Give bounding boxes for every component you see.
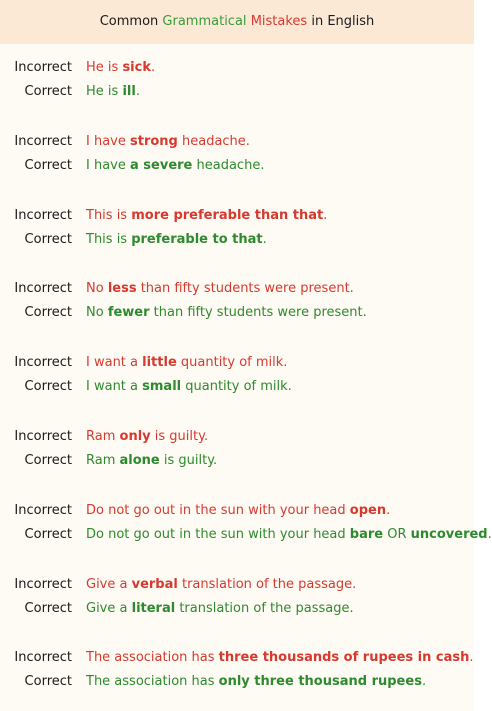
incorrect-row bbox=[0, 646, 474, 670]
sentence-text: . bbox=[469, 650, 474, 666]
incorrect-label: Incorrect bbox=[14, 502, 72, 518]
sentence-text: . bbox=[323, 207, 328, 223]
sentence-text: than fifty students were present. bbox=[149, 305, 367, 321]
sentence-text: He is bbox=[86, 84, 123, 99]
sentence-text: . bbox=[386, 502, 391, 518]
correct-label: Correct bbox=[24, 157, 72, 173]
sentence-text: No bbox=[86, 305, 108, 321]
correct-row bbox=[0, 228, 474, 252]
sentence-pair bbox=[0, 204, 474, 256]
sentence-text: quantity of milk. bbox=[176, 355, 288, 371]
highlighted-phrase: only bbox=[119, 429, 151, 444]
correct-row bbox=[0, 301, 474, 325]
title-part-mistakes: Mistakes bbox=[250, 14, 308, 29]
sentence-text: I want a bbox=[86, 379, 143, 395]
sentence-text: OR bbox=[383, 526, 411, 542]
correct-label: Correct bbox=[24, 379, 72, 395]
highlighted-phrase: fewer bbox=[107, 305, 150, 321]
sentence-pair bbox=[0, 573, 474, 625]
incorrect-sentence bbox=[86, 56, 468, 80]
incorrect-label: Incorrect bbox=[14, 207, 72, 223]
correct-row bbox=[0, 523, 492, 547]
highlighted-phrase: more preferable than that bbox=[131, 207, 324, 223]
highlighted-phrase: three thousands of rupees in cash bbox=[218, 650, 470, 666]
page-title bbox=[0, 0, 474, 44]
incorrect-row bbox=[0, 499, 474, 523]
correct-sentence bbox=[86, 375, 468, 399]
incorrect-sentence bbox=[86, 425, 468, 449]
sentence-text: . bbox=[135, 84, 140, 99]
incorrect-label: Incorrect bbox=[14, 429, 72, 444]
highlighted-phrase: sick bbox=[122, 60, 151, 75]
correct-label: Correct bbox=[24, 600, 72, 616]
sentence-text: translation of the passage. bbox=[177, 576, 357, 592]
sentence-text: . bbox=[421, 674, 427, 690]
sentence-text: than fifty students were present. bbox=[136, 281, 354, 297]
highlighted-phrase: uncovered bbox=[410, 526, 488, 542]
correct-row bbox=[0, 449, 474, 473]
incorrect-label: Incorrect bbox=[14, 281, 72, 297]
highlighted-phrase: literal bbox=[131, 600, 176, 616]
sentence-text: . bbox=[487, 526, 492, 542]
incorrect-sentence bbox=[86, 351, 468, 375]
correct-row bbox=[0, 154, 474, 178]
correct-label: Correct bbox=[24, 84, 72, 99]
title-part-common: Common bbox=[99, 14, 163, 29]
incorrect-row bbox=[0, 425, 474, 449]
sentence-text: . bbox=[262, 231, 267, 247]
sentence-text: The association has bbox=[86, 650, 219, 666]
title-part-in-english: in English bbox=[307, 14, 375, 29]
correct-sentence bbox=[86, 523, 492, 547]
sentence-text: Give a bbox=[86, 600, 132, 616]
correct-sentence bbox=[86, 670, 468, 694]
sentence-text: He is bbox=[86, 60, 123, 75]
correct-row bbox=[0, 375, 474, 399]
sentence-pair bbox=[0, 351, 474, 403]
incorrect-sentence bbox=[86, 277, 468, 301]
highlighted-phrase: less bbox=[107, 281, 137, 297]
highlighted-phrase: only three thousand rupees bbox=[218, 674, 422, 690]
sentence-pair bbox=[0, 277, 474, 329]
sentence-text: quantity of milk. bbox=[181, 379, 292, 395]
correct-label: Correct bbox=[24, 231, 72, 247]
sentence-text: Do not go out in the sun with your head bbox=[86, 526, 350, 542]
incorrect-sentence bbox=[86, 646, 474, 670]
incorrect-row bbox=[0, 56, 474, 80]
highlighted-phrase: strong bbox=[130, 133, 178, 149]
sentence-text: Ram bbox=[86, 429, 120, 444]
incorrect-sentence bbox=[86, 204, 468, 228]
incorrect-sentence bbox=[86, 573, 468, 597]
title-part-grammatical: Grammatical bbox=[162, 14, 247, 29]
sentence-text: Give a bbox=[86, 576, 132, 592]
incorrect-row bbox=[0, 204, 474, 228]
correct-sentence bbox=[86, 301, 468, 325]
incorrect-row bbox=[0, 351, 474, 375]
correct-label: Correct bbox=[24, 453, 72, 468]
correct-sentence bbox=[86, 449, 468, 473]
highlighted-phrase: little bbox=[142, 355, 177, 371]
highlighted-phrase: bare bbox=[349, 526, 384, 542]
incorrect-label: Incorrect bbox=[14, 60, 72, 75]
correct-sentence bbox=[86, 80, 468, 104]
sentence-text: No bbox=[86, 281, 108, 297]
correct-row bbox=[0, 597, 474, 621]
incorrect-label: Incorrect bbox=[14, 650, 72, 666]
highlighted-phrase: preferable to that bbox=[131, 231, 263, 247]
sentence-text: Ram bbox=[86, 453, 120, 468]
sentence-pair bbox=[0, 130, 474, 182]
incorrect-row bbox=[0, 130, 474, 154]
highlighted-phrase: small bbox=[142, 379, 182, 395]
sentence-text: I have bbox=[86, 133, 130, 149]
sentence-text: The association has bbox=[86, 674, 219, 690]
sentence-text: I want a bbox=[86, 355, 143, 371]
incorrect-label: Incorrect bbox=[14, 133, 72, 149]
sentence-pair bbox=[0, 646, 474, 698]
correct-sentence bbox=[86, 228, 468, 252]
highlighted-phrase: open bbox=[349, 502, 387, 518]
sentence-text: Do not go out in the sun with your head bbox=[86, 502, 350, 518]
incorrect-label: Incorrect bbox=[14, 576, 72, 592]
sentence-text: translation of the passage. bbox=[175, 600, 354, 616]
sentence-pair bbox=[0, 499, 492, 551]
highlighted-phrase: ill bbox=[122, 84, 136, 99]
sentence-text: headache. bbox=[177, 133, 250, 149]
sentence-text: This is bbox=[86, 207, 132, 223]
incorrect-row bbox=[0, 573, 474, 597]
correct-label: Correct bbox=[24, 674, 72, 690]
sentence-text: . bbox=[150, 60, 156, 75]
highlighted-phrase: a severe bbox=[130, 157, 193, 173]
sentence-text: is guilty. bbox=[150, 429, 209, 444]
correct-row bbox=[0, 80, 474, 104]
correct-label: Correct bbox=[24, 305, 72, 321]
sentence-text: headache. bbox=[192, 157, 265, 173]
sentence-text: is guilty. bbox=[159, 453, 218, 468]
sentence-text: I have bbox=[86, 157, 130, 173]
correct-label: Correct bbox=[24, 526, 72, 542]
correct-sentence bbox=[86, 597, 468, 621]
sentence-pair bbox=[0, 425, 474, 477]
highlighted-phrase: alone bbox=[119, 453, 160, 468]
correct-sentence bbox=[86, 154, 468, 178]
incorrect-row bbox=[0, 277, 474, 301]
incorrect-sentence bbox=[86, 130, 468, 154]
highlighted-phrase: verbal bbox=[131, 576, 178, 592]
sentence-pair bbox=[0, 56, 474, 108]
correct-row bbox=[0, 670, 474, 694]
incorrect-label: Incorrect bbox=[14, 355, 72, 371]
incorrect-sentence bbox=[86, 499, 468, 523]
sentence-text: This is bbox=[86, 231, 132, 247]
